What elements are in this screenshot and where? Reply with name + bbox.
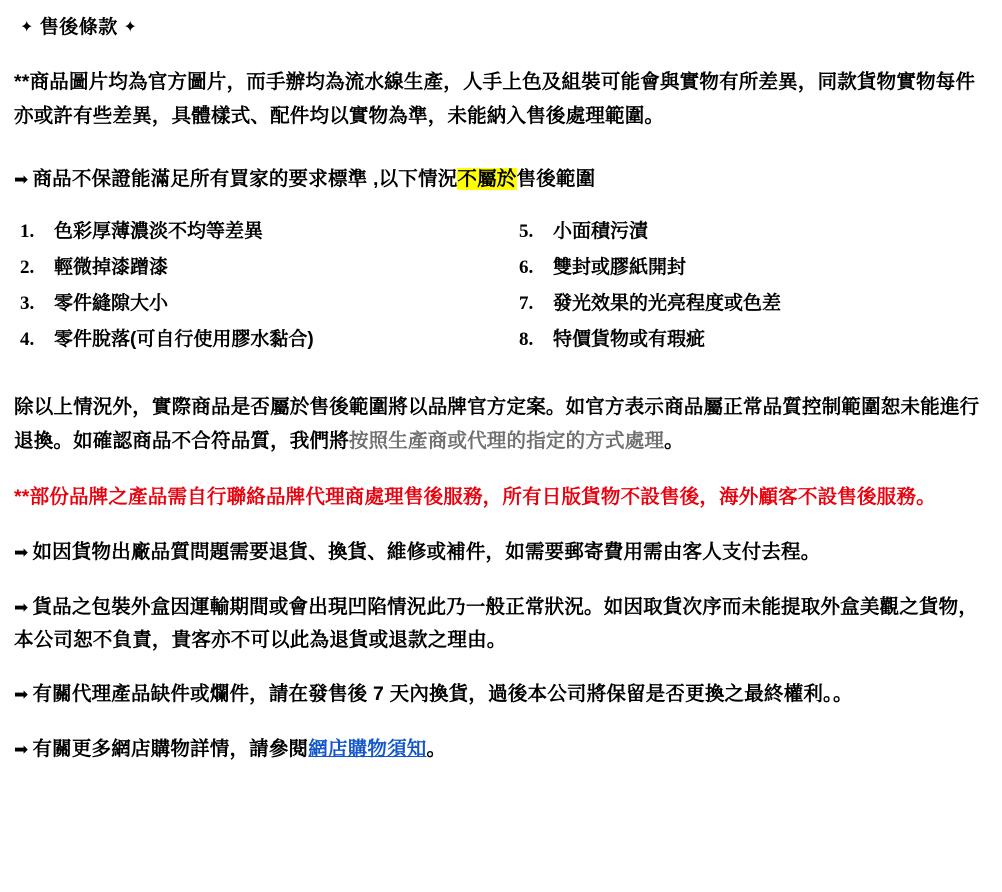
bullet-label: 貨品之包裝外盒因運輸期間或會出現凹陷情況此乃一般正常狀況。如因取貨次序而未能提取外盒美觀之貨物，本公司恕不負責，貴客亦不可以此為退貨或退款之理由。: [14, 596, 979, 651]
scope-highlight: 不屬於: [457, 168, 517, 190]
list-item: [519, 286, 988, 322]
list-item: [20, 286, 501, 322]
list-item-number: 7.: [519, 293, 534, 314]
list-item-label: 雙封或膠紙開封: [553, 257, 687, 278]
arrow-right-icon: ➡: [14, 543, 29, 563]
policy-part-gray: 按照生產商或代理的指定的方式處理: [348, 430, 665, 452]
shopping-guide-link[interactable]: 網店購物須知: [308, 738, 427, 760]
arrow-right-icon: ➡: [14, 170, 29, 190]
policy-part-one: 除以上情況外，實際商品是否屬於售後範圍將以品牌官方定案。如官方表示商品屬正常品質控制範圍恕未能進行退換。如確認商品不合符品質，我們將: [14, 396, 980, 452]
policy-part-end: 。: [664, 430, 684, 452]
list-item-label: 零件脫落(可自行使用膠水黏合): [54, 329, 314, 350]
list-item: [519, 322, 988, 358]
bullet-label-before: 有關更多網店購物詳情，請參閱: [32, 738, 309, 760]
list-item-label: 色彩厚薄濃淡不均等差異: [54, 221, 264, 242]
exclusion-lists: [14, 214, 988, 358]
bullet-return-shipping: [14, 536, 988, 569]
list-item: [519, 214, 988, 250]
list-item-label: 發光效果的光亮程度或色差: [553, 293, 782, 314]
page-title: [20, 12, 988, 39]
bullet-packaging-dents: [14, 591, 988, 656]
page-title-text: 售後條款: [39, 17, 118, 38]
list-item-number: 1.: [20, 221, 35, 242]
arrow-right-icon: ➡: [14, 685, 29, 705]
arrow-right-icon: ➡: [14, 598, 29, 618]
bullet-shopping-guide: [14, 733, 988, 766]
intro-paragraph: **商品圖片均為官方圖片，而手辦均為流水線生產，人手上色及組裝可能會與實物有所差異，同款貨物實物每件亦或許有些差異，具體樣式、配件均以實物為準，未能納入售後處理範圍。: [14, 71, 976, 127]
exclusion-list-right: [501, 214, 988, 358]
scope-heading-before: 商品不保證能滿足所有買家的要求標準 ,以下情況: [32, 168, 458, 190]
star-icon-right: ✦: [123, 19, 138, 36]
exclusion-list-left: [14, 214, 501, 358]
list-item-label: 零件縫隙大小: [54, 293, 169, 314]
bullet-label: 有關代理產品缺件或爛件，請在發售後 7 天內換貨，過後本公司將保留是否更換之最終權利。。: [32, 683, 853, 705]
bullet-missing-parts: [14, 678, 988, 711]
scope-heading-after: 售後範圍: [516, 168, 596, 190]
list-item: [20, 214, 501, 250]
scope-heading: [14, 163, 988, 196]
list-item-label: 輕微掉漆蹭漆: [54, 257, 169, 278]
list-item-label: 特價貨物或有瑕疵: [553, 329, 706, 350]
list-item: [20, 250, 501, 286]
list-item-number: 2.: [20, 257, 35, 278]
bullet-label: 如因貨物出廠品質問題需要退貨、換貨、維修或補件，如需要郵寄費用需由客人支付去程。: [32, 541, 821, 563]
list-item-number: 4.: [20, 329, 35, 350]
list-item: [519, 250, 988, 286]
list-item: [20, 322, 501, 358]
bullet-label-after: 。: [426, 738, 447, 760]
list-item-number: 3.: [20, 293, 35, 314]
list-item-label: 小面積污漬: [553, 221, 649, 242]
arrow-right-icon: ➡: [14, 740, 29, 760]
list-item-number: 8.: [519, 329, 534, 350]
red-notice-paragraph: **部份品牌之產品需自行聯絡品牌代理商處理售後服務，所有日版貨物不設售後，海外顧客不設售後服務。: [14, 486, 936, 508]
policy-paragraph: [14, 390, 988, 458]
list-item-number: 5.: [519, 221, 534, 242]
list-item-number: 6.: [519, 257, 534, 278]
star-icon-left: ✦: [20, 19, 34, 36]
